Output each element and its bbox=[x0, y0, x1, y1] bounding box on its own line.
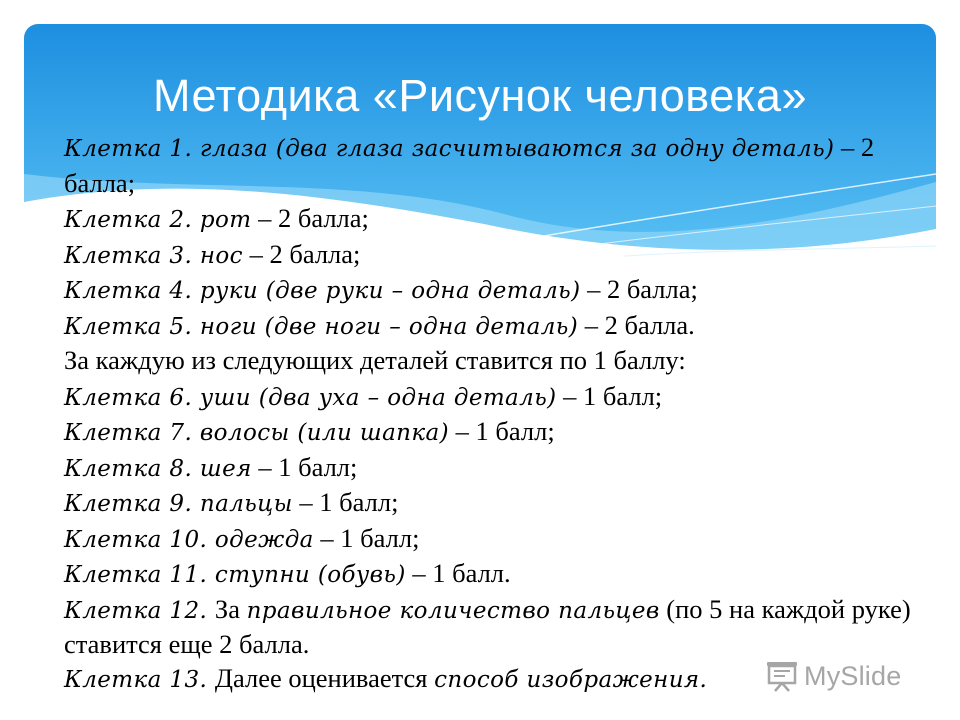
list-item: Клетка 4. руки (две руки – одна деталь) – 2 балла; bbox=[64, 274, 698, 304]
list-item: Клетка 11. ступни (обувь) – 1 балл. bbox=[64, 558, 511, 588]
list-item: Клетка 8. шея – 1 балл; bbox=[64, 451, 358, 482]
list-item: За каждую из следующих деталей ставится по 1 баллу: bbox=[64, 345, 686, 375]
list-item: Клетка 13. Далее оценивается способ изображения. bbox=[64, 662, 708, 693]
list-item: Клетка 9. пальцы – 1 балл; bbox=[64, 487, 399, 517]
list-item: Клетка 1. глаза (два глаза засчитываются за одну деталь) – 2 bbox=[64, 132, 875, 162]
scoring-list bbox=[64, 131, 948, 697]
list-item: Клетка 2. рот – 2 балла; bbox=[64, 203, 369, 233]
projector-screen-icon bbox=[766, 660, 798, 692]
list-item: ставится еще 2 балла. bbox=[64, 629, 310, 659]
list-item: Клетка 7. волосы (или шапка) – 1 балл; bbox=[64, 416, 555, 446]
slide-title: Методика «Рисунок человека» bbox=[153, 70, 807, 121]
list-item: Клетка 3. нос – 2 балла; bbox=[64, 238, 361, 269]
list-item: Клетка 12. За правильное количество пальцев (по 5 на каждой руке) bbox=[64, 593, 911, 624]
myslide-logo bbox=[766, 656, 936, 696]
list-item: балла; bbox=[64, 167, 136, 198]
list-item: Клетка 6. уши (два уха – одна деталь) – 1 балл; bbox=[64, 380, 663, 411]
logo-text: MySlide bbox=[804, 660, 902, 691]
list-item: Клетка 10. одежда – 1 балл; bbox=[64, 522, 420, 553]
list-item: Клетка 5. ноги (две ноги – одна деталь) – 2 балла. bbox=[64, 309, 695, 340]
